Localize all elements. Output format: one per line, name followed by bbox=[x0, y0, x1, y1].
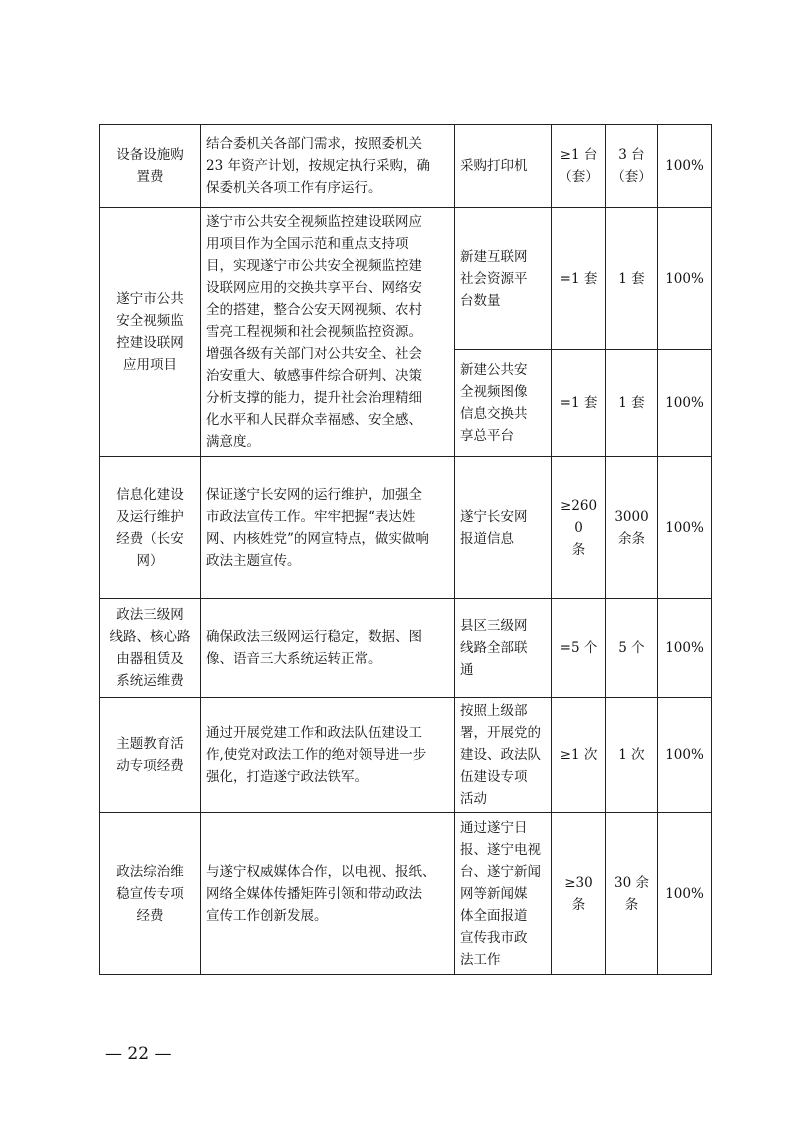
target-value-cell: ≥1 台 （套） bbox=[552, 125, 606, 208]
project-name-cell: 设备设施购 置费 bbox=[100, 125, 201, 208]
project-name-cell: 信息化建设 及运行维护 经费（长安 网） bbox=[100, 457, 201, 599]
target-value-cell: ≥30 条 bbox=[552, 813, 606, 975]
project-name-cell: 遂宁市公共 安全视频监 控建设联网 应用项目 bbox=[100, 208, 201, 457]
project-content-cell: 与遂宁权威媒体合作，以电视、报纸、 网络全媒体传播矩阵引领和带动政法 宣传工作创新发展。 bbox=[201, 813, 455, 975]
completion-rate-cell: 100% bbox=[658, 350, 712, 457]
project-name-cell: 主题教育活 动专项经费 bbox=[100, 698, 201, 813]
actual-value-cell: 3 台 （套） bbox=[606, 125, 658, 208]
project-content-cell: 确保政法三级网运行稳定，数据、图 像、语音三大系统运转正常。 bbox=[201, 599, 455, 698]
actual-value-cell: 30 余 条 bbox=[606, 813, 658, 975]
target-value-cell: ≥1 次 bbox=[552, 698, 606, 813]
table-row bbox=[100, 208, 712, 350]
project-content-cell: 通过开展党建工作和政法队伍建设工 作,使党对政法工作的绝对领导进一步 强化，打造遂宁政法铁军。 bbox=[201, 698, 455, 813]
table-row bbox=[100, 457, 712, 599]
completion-rate-cell: 100% bbox=[658, 813, 712, 975]
project-name-cell: 政法三级网 线路、核心路 由器租赁及 系统运维费 bbox=[100, 599, 201, 698]
target-value-cell: =1 套 bbox=[552, 208, 606, 350]
completion-rate-cell: 100% bbox=[658, 125, 712, 208]
indicator-cell: 新建公共安 全视频图像 信息交换共 享总平台 bbox=[455, 350, 552, 457]
actual-value-cell: 1 套 bbox=[606, 208, 658, 350]
table-row bbox=[100, 813, 712, 975]
indicator-cell: 通过遂宁日 报、遂宁电视 台、遂宁新闻 网等新闻媒 体全面报道 宣传我市政 法工作 bbox=[455, 813, 552, 975]
indicator-cell: 采购打印机 bbox=[455, 125, 552, 208]
actual-value-cell: 1 套 bbox=[606, 350, 658, 457]
completion-rate-cell: 100% bbox=[658, 599, 712, 698]
completion-rate-cell: 100% bbox=[658, 698, 712, 813]
target-value-cell: =1 套 bbox=[552, 350, 606, 457]
actual-value-cell: 1 次 bbox=[606, 698, 658, 813]
table-row bbox=[100, 599, 712, 698]
page-number: — 22 — bbox=[105, 1044, 172, 1064]
project-content-cell: 保证遂宁长安网的运行维护，加强全 市政法宣传工作。牢牢把握“表达姓 网、内核姓党”的网宣特点，做实做响 政法主题宣传。 bbox=[201, 457, 455, 599]
indicator-cell: 按照上级部 署，开展党的 建设、政法队 伍建设专项 活动 bbox=[455, 698, 552, 813]
project-name-cell: 政法综治维 稳宣传专项 经费 bbox=[100, 813, 201, 975]
completion-rate-cell: 100% bbox=[658, 208, 712, 350]
actual-value-cell: 3000 余条 bbox=[606, 457, 658, 599]
table-row bbox=[100, 125, 712, 208]
performance-table bbox=[99, 124, 712, 975]
indicator-cell: 遂宁长安网 报道信息 bbox=[455, 457, 552, 599]
target-value-cell: ≥2600 条 bbox=[552, 457, 606, 599]
project-content-cell: 遂宁市公共安全视频监控建设联网应 用项目作为全国示范和重点支持项 目，实现遂宁市公共安全视频监控建 设联网应用的交换共享平台、网络安 全的搭建，整合公安天网视频、农村 雪亮工程视频和社会视频监控资源。 增强各级有关部门对公共安全、社会 治安重大、敏感事件综合研判、决策 分析支撑的能力，提升社会治理精细 化水平和人民群众幸福感、安全感、 满意度。 bbox=[201, 208, 455, 457]
project-content-cell: 结合委机关各部门需求，按照委机关 23 年资产计划，按规定执行采购，确 保委机关各项工作有序运行。 bbox=[201, 125, 455, 208]
completion-rate-cell: 100% bbox=[658, 457, 712, 599]
actual-value-cell: 5 个 bbox=[606, 599, 658, 698]
indicator-cell: 县区三级网 线路全部联 通 bbox=[455, 599, 552, 698]
target-value-cell: =5 个 bbox=[552, 599, 606, 698]
table-row bbox=[100, 698, 712, 813]
indicator-cell: 新建互联网 社会资源平 台数量 bbox=[455, 208, 552, 350]
